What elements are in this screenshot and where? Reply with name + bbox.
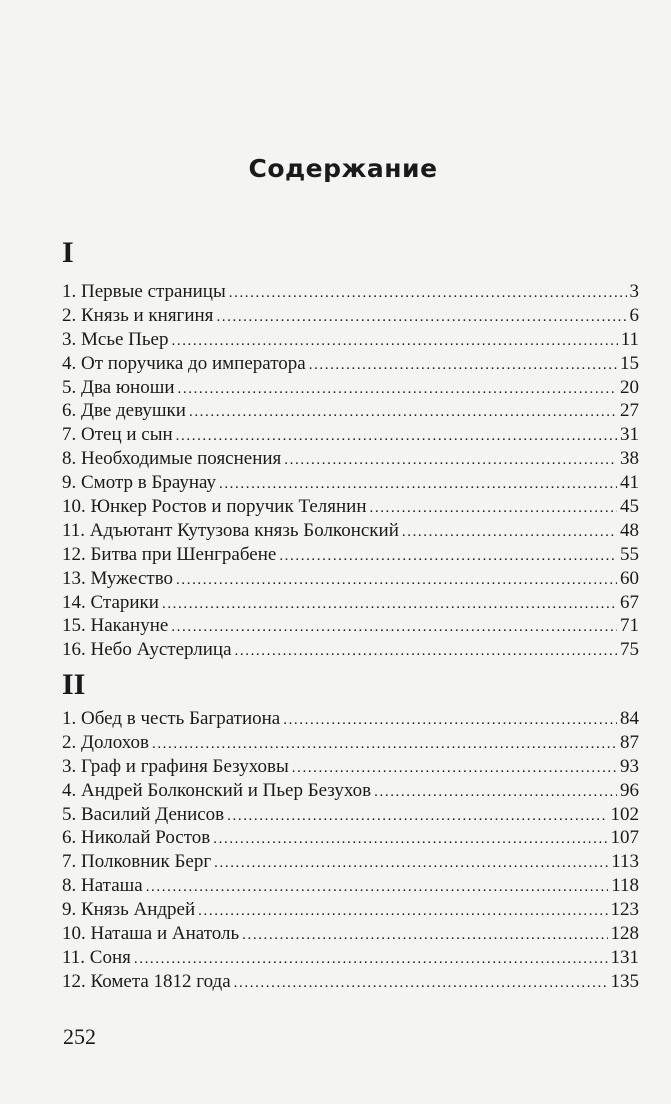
dot-leader [176,567,617,593]
toc-entry-title: 8. Необходимые пояснения [62,448,282,470]
dot-leader [198,898,607,924]
toc-entry-title: 10. Юнкер Ростов и поручик Телянин [62,496,367,518]
toc-entry-page: 15 [620,352,639,374]
toc-entry-page: 113 [611,851,639,873]
toc-entry-page: 38 [620,448,639,470]
toc-entry-title: 2. Долохов [62,731,149,753]
toc-list-section-2 [62,707,639,994]
toc-entry-title: 3. Граф и графиня Безуховы [62,755,289,777]
dot-leader [172,328,618,354]
toc-entry-page: 60 [620,567,639,589]
toc-entry [62,614,639,638]
toc-entry-title: 9. Князь Андрей [62,899,196,921]
toc-entry-page: 93 [620,755,639,777]
toc-entry [62,779,639,803]
dot-leader [279,543,617,569]
toc-entry [62,352,639,376]
toc-entry-page: 107 [610,827,639,849]
toc-entry-page: 45 [620,496,639,518]
toc-entry [62,922,639,946]
toc-entry [62,731,639,755]
toc-entry-title: 16. Небо Аустерлица [62,639,232,661]
toc-entry-page: 27 [620,400,639,422]
dot-leader [284,447,617,473]
toc-entry-page: 41 [620,472,639,494]
toc-entry [62,280,639,304]
toc-entry [62,519,639,543]
dot-leader [162,591,617,617]
toc-entry-page: 84 [620,708,639,729]
toc-entry-title: 4. Андрей Болконский и Пьер Безухов [62,779,372,801]
toc-entry [62,898,639,922]
dot-leader [283,707,617,733]
toc-entry [62,755,639,779]
toc-entry-page: 31 [620,424,639,446]
dot-leader [402,519,617,545]
toc-entry-title: 11. Адъютант Кутузова князь Болконский [62,519,399,541]
toc-entry-page: 135 [610,970,639,992]
toc-entry-page: 3 [629,281,639,302]
toc-entry-title: 15. Накануне [62,615,169,637]
dot-leader [152,731,617,757]
section-heading-1: I [62,236,74,269]
dot-leader [216,304,626,330]
toc-entry-title: 3. Мсье Пьер [62,328,169,350]
toc-entry-title: 1. Обед в честь Багратиона [62,708,281,729]
toc-entry [62,803,639,827]
toc-entry-title: 12. Битва при Шенграбене [62,543,277,565]
toc-entry [62,447,639,471]
dot-leader [176,423,617,449]
toc-entry-page: 11 [620,328,639,350]
dot-leader [189,399,617,425]
toc-entry [62,423,639,447]
toc-entry [62,495,639,519]
dot-leader [134,946,608,972]
toc-entry-title: 14. Старики [62,591,159,613]
toc-entry-page: 123 [610,899,639,921]
toc-entry [62,304,639,328]
toc-entry [62,567,639,591]
toc-entry-page: 55 [620,543,639,565]
toc-entry-page: 118 [611,875,639,897]
toc-entry-page: 67 [620,591,639,613]
toc-entry-title: 4. От поручика до императора [62,352,306,374]
toc-entry-page: 131 [610,946,639,968]
dot-leader [234,970,608,996]
toc-entry [62,970,639,994]
toc-entry [62,946,639,970]
toc-entry [62,376,639,400]
toc-entry-title: 6. Две девушки [62,400,186,422]
dot-leader [235,638,617,664]
dot-leader [229,280,627,306]
dot-leader [370,495,618,521]
toc-entry [62,591,639,615]
toc-list-section-1 [62,280,639,662]
toc-entry-page: 20 [620,376,639,398]
toc-entry [62,826,639,850]
dot-leader [171,614,617,640]
toc-entry [62,328,639,352]
toc-entry-page: 48 [620,519,639,541]
toc-entry-title: 7. Полковник Берг [62,851,212,873]
toc-entry-page: 6 [629,304,639,326]
dot-leader [292,755,617,781]
toc-entry-title: 13. Мужество [62,567,174,589]
toc-entry [62,874,639,898]
toc-entry-page: 96 [620,779,639,801]
toc-entry-page: 128 [610,923,639,945]
toc-entry [62,638,639,662]
toc-entry [62,707,639,731]
toc-entry-title: 12. Комета 1812 года [62,970,231,992]
toc-entry-title: 6. Николай Ростов [62,827,211,849]
toc-entry-title: 9. Смотр в Браунау [62,472,216,494]
dot-leader [178,376,617,402]
toc-entry-page: 71 [620,615,639,637]
dot-leader [146,874,609,900]
toc-entry-title: 11. Соня [62,946,131,968]
toc-entry-title: 5. Два юноши [62,376,175,398]
dot-leader [309,352,617,378]
toc-entry [62,471,639,495]
toc-entry-title: 1. Первые страницы [62,281,226,302]
page-number: 252 [63,1024,96,1049]
toc-entry-page: 102 [610,803,639,825]
toc-entry-title: 5. Василий Денисов [62,803,225,825]
toc-entry [62,543,639,567]
toc-entry-page: 75 [620,639,639,661]
section-heading-2: II [62,668,86,701]
toc-entry-title: 2. Князь и княгиня [62,304,214,326]
toc-entry [62,850,639,874]
dot-leader [374,779,617,805]
dot-leader [219,471,617,497]
toc-entry-page: 87 [620,731,639,753]
toc-entry-title: 8. Наташа [62,875,143,897]
dot-leader [213,826,607,852]
toc-entry-title: 10. Наташа и Анатоль [62,923,240,945]
toc-entry-title: 7. Отец и сын [62,424,173,446]
page-title: Содержание [248,154,438,183]
toc-entry [62,399,639,423]
dot-leader [242,922,607,948]
dot-leader [214,850,608,876]
dot-leader [227,803,607,829]
